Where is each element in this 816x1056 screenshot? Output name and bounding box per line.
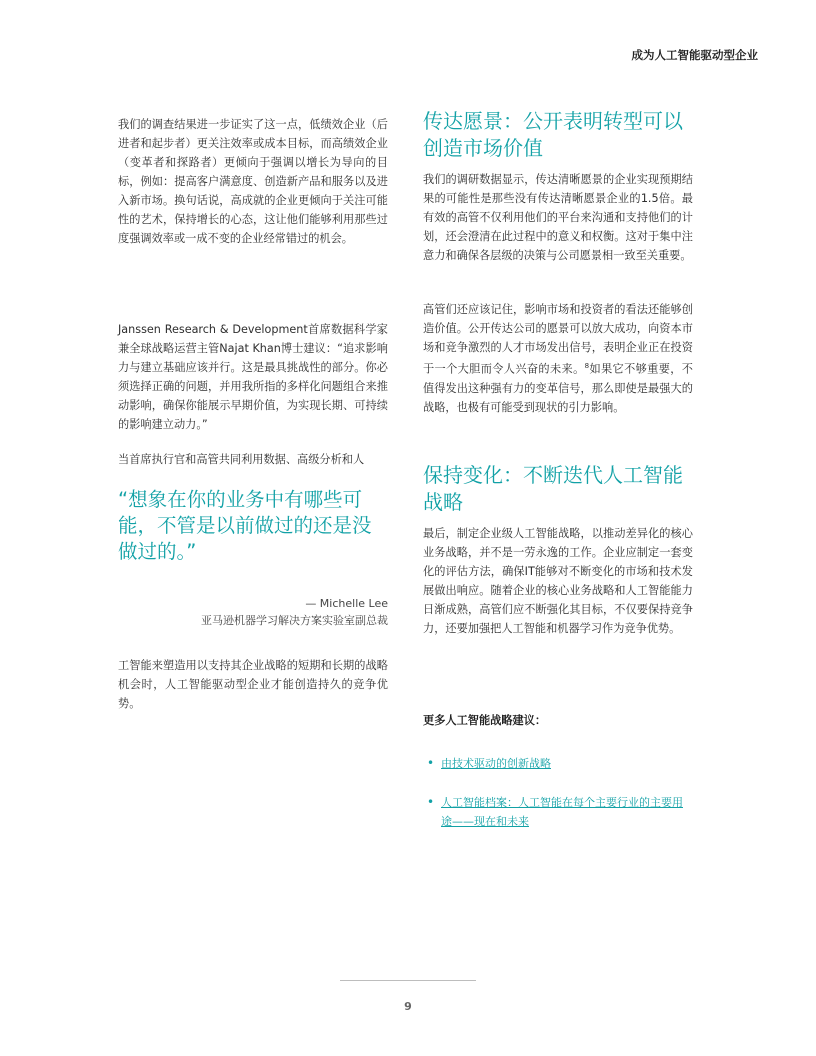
- pull-quote-block: [118, 487, 388, 629]
- left-column-4: [118, 656, 388, 713]
- left-column-2: [118, 320, 388, 434]
- right-section-1: [423, 108, 693, 162]
- resource-link-item: [423, 793, 693, 831]
- left-column-3: [118, 450, 388, 469]
- more-resources: [423, 712, 693, 831]
- right-paragraph-2-wrap: [423, 300, 693, 417]
- right-paragraph-2: [423, 300, 693, 417]
- quote-author: — Michelle Lee: [305, 597, 388, 610]
- right-section-2: [423, 462, 693, 516]
- running-header: 成为人工智能驱动型企业: [631, 48, 758, 62]
- page-number: 9: [404, 1000, 412, 1013]
- right-paragraph-2-text-a: 高管们还应该记住，影响市场和投资者的看法还能够创造价值。公开传达公司的愿景可以放大成功，向资本市场和竞争激烈的人才市场发出信号，表明企业正在投资于一个大胆而令人兴奋的未来。: [423, 303, 693, 376]
- section-heading-vision: 传达愿景：公开表明转型可以创造市场价值: [423, 109, 683, 160]
- link-tech-innovation[interactable]: 由技术驱动的创新战略: [441, 757, 551, 770]
- link-ai-dossier[interactable]: 人工智能档案：人工智能在每个主要行业的主要用途——现在和未来: [441, 796, 683, 828]
- pull-quote: “想象在你的业务中有哪些可能，不管是以前做过的还是没做过的。”: [118, 488, 372, 563]
- left-paragraph-3: 当首席执行官和高管共同利用数据、高级分析和人: [118, 453, 365, 466]
- left-paragraph-2: Janssen Research & Development首席数据科学家兼全球战略运营主管Najat Khan博士建议：“追求影响力与建立基础应该并行。这是最具挑战性的部分。你必须选择正确的问题，并用我所指的多样化问题组合来推动影响，确保你能展示早期价值，为实现长期、可持续的影响建立动力。”: [118, 323, 388, 431]
- quote-author-role: 亚马逊机器学习解决方案实验室副总裁: [201, 614, 388, 627]
- right-paragraph-3-wrap: [423, 524, 693, 638]
- bullet-icon: •: [427, 756, 435, 770]
- left-column: [118, 115, 388, 248]
- right-paragraph-1: 我们的调研数据显示，传达清晰愿景的企业实现预期结果的可能性是那些没有传达清晰愿景企业的1.5倍。最有效的高管不仅利用他们的平台来沟通和支持他们的计划，还会澄清在此过程中的意义和权衡。这对于集中注意力和确保各层级的决策与公司愿景相一致至关重要。: [423, 173, 693, 262]
- left-paragraph-4: 工智能来塑造用以支持其企业战略的短期和长期的战略机会时，人工智能驱动型企业才能创造持久的竞争优势。: [118, 659, 388, 710]
- section-heading-iterate: 保持变化：不断迭代人工智能战略: [423, 463, 683, 514]
- footnote-ref[interactable]: 8: [584, 362, 590, 370]
- right-paragraph-1-wrap: [423, 170, 693, 265]
- bullet-icon: •: [427, 795, 435, 809]
- left-paragraph-1: 我们的调查结果进一步证实了这一点，低绩效企业（后进者和起步者）更关注效率或成本目标，而高绩效企业（变革者和探路者）更倾向于强调以增长为导向的目标，例如：提高客户满意度、创造新产品和服务以及进入新市场。换句话说，高成就的企业更倾向于关注可能性的艺术，保持增长的心态，这让他们能够利用那些过度强调效率或一成不变的企业经常错过的机会。: [118, 118, 388, 245]
- more-resources-title: 更多人工智能战略建议：: [423, 714, 547, 727]
- footer-divider: [340, 980, 476, 981]
- resource-link-item: [423, 754, 693, 773]
- right-paragraph-3: 最后，制定企业级人工智能战略，以推动差异化的核心业务战略，并不是一劳永逸的工作。企业应制定一套变化的评估方法，确保IT能够对不断变化的市场和技术发展做出响应。随着企业的核心业务战略和人工智能能力日渐成熟，高管们应不断强化其目标，不仅要保持竞争力，还要加强把人工智能和机器学习作为竞争优势。: [423, 527, 693, 635]
- resource-links: [423, 754, 693, 831]
- right-paragraph-2-text-b: 如果它不够重要，不值得发出这种强有力的变革信号，那么即使是最强大的战略，也极有可能受到现状的引力影响。: [423, 362, 693, 414]
